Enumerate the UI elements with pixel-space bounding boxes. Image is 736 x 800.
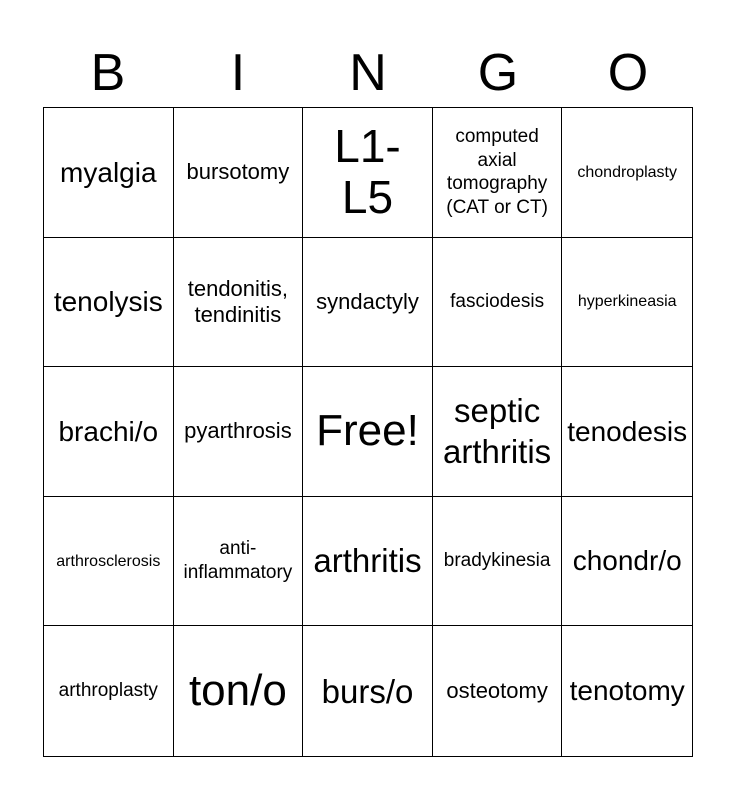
cell-text: arthroplasty bbox=[58, 680, 158, 702]
header-letter-n: N bbox=[349, 44, 387, 102]
cell-text: tenotomy bbox=[569, 675, 685, 707]
cell-text: chondr/o bbox=[572, 545, 682, 577]
free-space-text: Free! bbox=[316, 406, 419, 456]
bingo-cell-r4c1[interactable] bbox=[44, 497, 174, 627]
bingo-cell-r5c1[interactable] bbox=[44, 626, 174, 756]
bingo-board bbox=[43, 107, 693, 757]
bingo-cell-r1c1[interactable] bbox=[44, 108, 174, 238]
bingo-cell-r2c3[interactable] bbox=[303, 238, 433, 368]
cell-text: hyperkineasia bbox=[577, 293, 677, 311]
header-letter-i: I bbox=[230, 44, 246, 102]
cell-text: tendonitis, tendinitis bbox=[187, 275, 289, 327]
bingo-cell-r1c2[interactable] bbox=[174, 108, 304, 238]
bingo-cell-r2c5[interactable] bbox=[562, 238, 692, 368]
bingo-cell-r5c2[interactable] bbox=[174, 626, 304, 756]
header-letter-g: G bbox=[477, 44, 519, 102]
bingo-cell-r2c1[interactable] bbox=[44, 238, 174, 368]
bingo-cell-r2c2[interactable] bbox=[174, 238, 304, 368]
bingo-cell-r2c4[interactable] bbox=[433, 238, 563, 368]
cell-text: tenolysis bbox=[53, 286, 163, 318]
cell-text: myalgia bbox=[60, 156, 157, 188]
bingo-cell-r4c3[interactable] bbox=[303, 497, 433, 627]
cell-text: fasciodesis bbox=[450, 291, 545, 313]
cell-text: osteotomy bbox=[446, 678, 548, 703]
bingo-cell-r5c4[interactable] bbox=[433, 626, 563, 756]
cell-text: arthritis bbox=[313, 542, 422, 580]
bingo-cell-r3c4[interactable] bbox=[433, 367, 563, 497]
bingo-cell-r1c3[interactable] bbox=[303, 108, 433, 238]
bingo-cell-r5c3[interactable] bbox=[303, 626, 433, 756]
cell-text: ton/o bbox=[188, 666, 287, 715]
cell-text: L1- L5 bbox=[334, 119, 401, 224]
bingo-cell-r1c5[interactable] bbox=[562, 108, 692, 238]
cell-text: burs/o bbox=[321, 672, 414, 710]
cell-text: arthrosclerosis bbox=[56, 552, 161, 570]
bingo-cell-r1c4[interactable] bbox=[433, 108, 563, 238]
cell-text: tenodesis bbox=[567, 415, 688, 447]
cell-text: septic arthritis bbox=[443, 392, 552, 471]
bingo-cell-r4c4[interactable] bbox=[433, 497, 563, 627]
cell-text: chondroplasty bbox=[577, 163, 677, 181]
cell-text: syndactyly bbox=[316, 288, 419, 314]
header-letter-b: B bbox=[90, 44, 126, 102]
cell-text: bradykinesia bbox=[443, 550, 551, 572]
bingo-cell-r3c5[interactable] bbox=[562, 367, 692, 497]
cell-text: brachi/o bbox=[58, 415, 159, 447]
cell-text: pyarthrosis bbox=[184, 418, 292, 444]
cell-text: anti- inflammatory bbox=[183, 538, 293, 584]
header-letter-o: O bbox=[607, 44, 649, 102]
bingo-cell-r4c5[interactable] bbox=[562, 497, 692, 627]
cell-text: bursotomy bbox=[186, 159, 290, 185]
bingo-cell-r5c5[interactable] bbox=[562, 626, 692, 756]
bingo-cell-r3c1[interactable] bbox=[44, 367, 174, 497]
bingo-cell-free[interactable] bbox=[303, 367, 433, 497]
bingo-cell-r4c2[interactable] bbox=[174, 497, 304, 627]
bingo-header bbox=[43, 40, 693, 106]
bingo-cell-r3c2[interactable] bbox=[174, 367, 304, 497]
cell-text: computed axial tomography (CAT or CT) bbox=[446, 125, 548, 219]
